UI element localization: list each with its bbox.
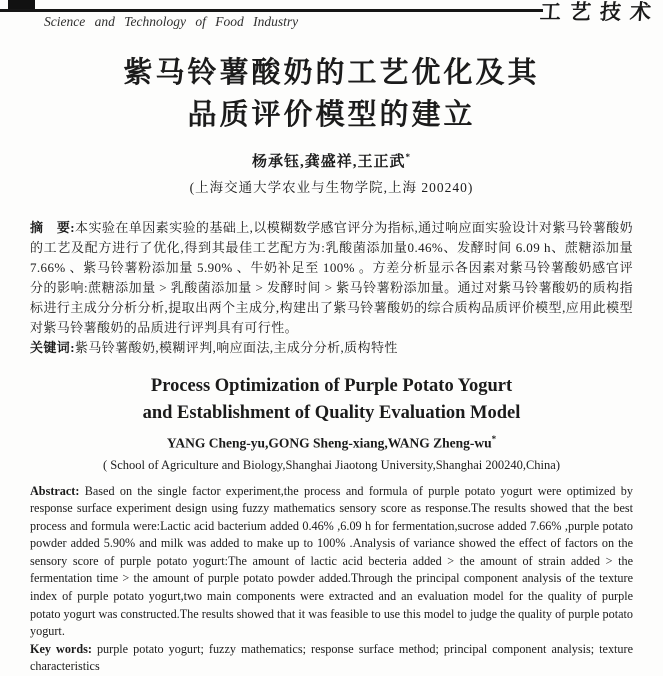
column-label: 工艺技术 xyxy=(539,0,661,24)
abstract-zh-text: 本实验在单因素实验的基础上,以模糊数学感官评分为指标,通过响应面实验设计对紫马铃薯酸奶的工艺及配方进行了优化,得到其最佳工艺配方为:乳酸菌添加量0.46%、发酵时间 6.09 h、蔗糖添加量 7.66% 、紫马铃薯粉添加量 5.90% 、牛奶补足至 100% 。方差分析显示各因素对紫马铃薯酸奶感官评分的影响:蔗糖添加量 > 乳酸菌添加量 > 发酵时间 > 紫马铃薯粉添加量。通过对紫马铃薯酸奶的质构指标进行主成分分析分析,提取出两个主成分,构建出了紫马铃薯酸奶的综合质构品质评价模型,应用此模型对紫马铃薯酸奶的品质进行评判具有可行性。 xyxy=(30,220,634,335)
affiliation-zh: (上海交通大学农业与生物学院,上海 200240) xyxy=(189,180,474,195)
keywords-en-label: Key words: xyxy=(30,641,97,656)
abstract-en-label: Abstract: xyxy=(30,483,85,498)
title-en-line1: Process Optimization of Purple Potato Yogurt xyxy=(150,376,513,396)
affiliation-en: ( School of Agriculture and Biology,Shanghai Jiaotong University,Shanghai 200240,China) xyxy=(102,457,560,472)
corner-mark xyxy=(8,0,35,9)
authors-zh-names: 杨承钰,龚盛祥,王正武 xyxy=(251,154,406,170)
authors-en-names: YANG Cheng-yu,GONG Sheng-xiang,WANG Zheng-wu xyxy=(166,435,492,451)
title-zh-line2: 品质评价模型的建立 xyxy=(187,99,476,131)
keywords-en-text: purple potato yogurt; fuzzy mathematics; response surface method; principal component analysis; texture characteristics xyxy=(30,641,633,674)
keywords-zh xyxy=(30,338,633,358)
journal-name-english: Science and Technology of Food Industry xyxy=(44,14,299,29)
corresponding-author-mark: * xyxy=(405,152,411,162)
abstract-zh-label: 摘 要: xyxy=(30,220,76,235)
abstract-zh xyxy=(30,218,633,338)
authors-en xyxy=(30,434,633,452)
article-title-zh xyxy=(30,52,633,136)
header-rule xyxy=(0,9,543,12)
abstract-en xyxy=(30,483,633,641)
corresponding-author-mark-en: * xyxy=(491,434,497,444)
keywords-zh-label: 关键词: xyxy=(30,340,75,355)
keywords-zh-text: 紫马铃薯酸奶,模糊评判,响应面法,主成分分析,质构特性 xyxy=(74,340,398,355)
authors-zh xyxy=(30,150,633,171)
abstract-en-text: Based on the single factor experiment,the process and formula of purple potato yogurt were optimized by response surface experiment design using fuzzy mathematics sensory score as response.The results showed that the best process and formula were:Lactic acid bacterium added 0.46% ,6.09 h for fermentation,sucrose added 7.66% ,purple potato powder added 5.90% and milk was added to make up to 100% .Analysis of variance showed the effect of factors on the sensory score of purple potato yogurt:The amount of lactic acid becteria added > the amount of strain added > the fermentation time > the amount of purple potato powder added.Through the principal component analysis of the texture index of purple potato yogurt,two main components were extracted and an evaluation model for the quality of purple potato yogurt was constructed.The results showed that it was feasible to use this model to judge the quality of purple potato yogurt. xyxy=(30,483,633,639)
title-en-line2: and Establishment of Quality Evaluation Model xyxy=(142,403,521,423)
keywords-en xyxy=(30,641,633,676)
title-zh-line1: 紫马铃薯酸奶的工艺优化及其 xyxy=(123,57,540,89)
article-title-en xyxy=(30,373,633,427)
